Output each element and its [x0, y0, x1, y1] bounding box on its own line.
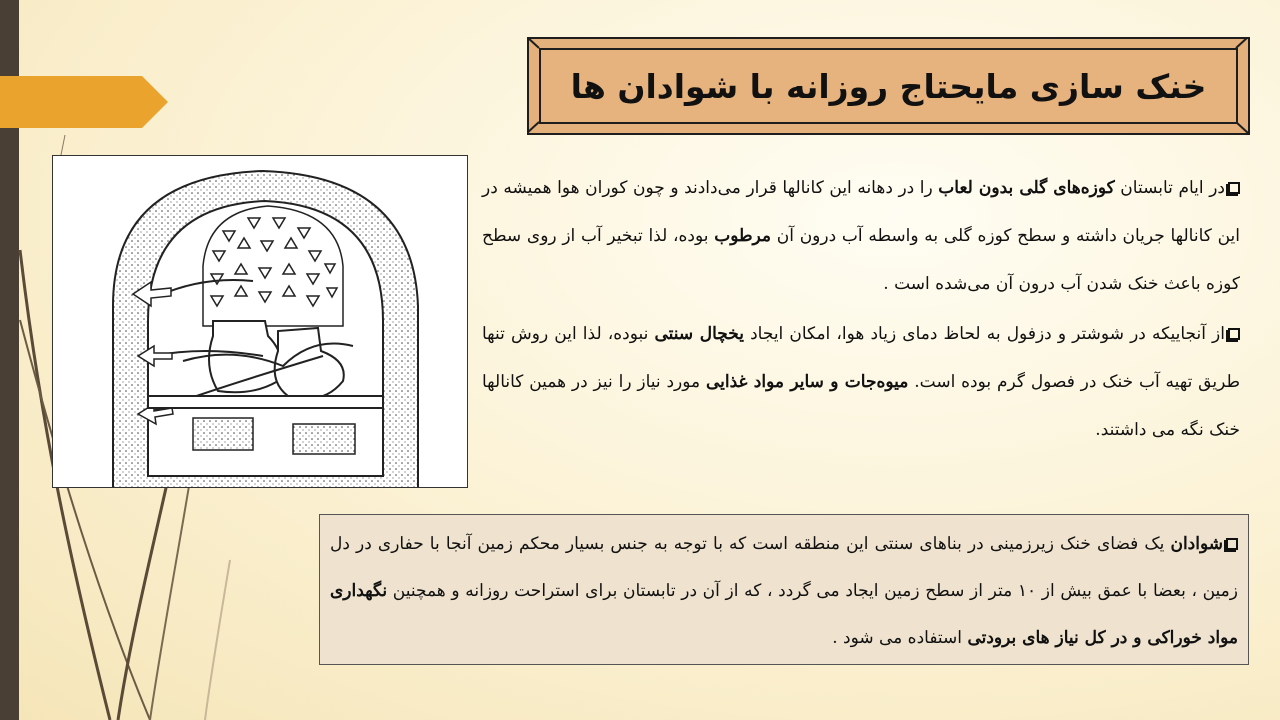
text-span: را در دهانه این کانالها قرار می‌دادند و چون کوران هوا همیشه در این کانالها جریان داشته و سطح کوزه گلی به واسطه آب درون آن [482, 178, 1240, 246]
bold-span: مرطوب [714, 226, 772, 246]
bold-span: میوه‌جات و سایر مواد غذایی [706, 372, 909, 392]
text-span: بوده، لذا تبخیر آب از روی سطح کوزه باعث خنک شدن آب درون آن می‌شده است . [482, 226, 1240, 294]
checkbox-bullet-icon [1228, 182, 1240, 194]
bold-span: یخچال سنتی [654, 324, 744, 344]
bold-span: نگهداری مواد خوراکی و در کل نیاز های برودتی [330, 581, 1238, 648]
illustration-box [52, 155, 468, 488]
checkbox-bullet-icon [1226, 538, 1238, 550]
text-span: در ایام تابستان [1114, 178, 1225, 198]
text-span: یک فضای خنک زیرزمینی در بناهای سنتی این منطقه است که با توجه به جنس بسیار محکم زمین آنجا با حفاری در دل زمین ، بعضا با عمق بیش از ۱۰ متر از سطح زمین ایجاد می گردد ، که از آن در تابستان برای استراحت روزانه و همچنین [330, 534, 1238, 601]
description-paragraphs [482, 164, 1240, 456]
text-span: مورد نیاز را نیز در همین کانالها خنک نگه می داشتند. [482, 372, 1240, 440]
title-inner-panel [539, 48, 1238, 124]
shavadan-definition-box [319, 514, 1249, 665]
paragraph-shavadan [330, 521, 1238, 662]
page-title: خنک سازی مایحتاج روزانه با شوادان ها [570, 66, 1207, 106]
text-span: از آنجاییکه در شوشتر و دزفول به لحاظ دمای زیاد هوا، امکان ایجاد [743, 324, 1225, 344]
clay-jars-niche-illustration [53, 156, 467, 487]
paragraph-clay-jars [482, 164, 1240, 308]
title-banner [527, 37, 1250, 135]
text-span: نبوده، لذا این روش تنها طریق تهیه آب خنک در فصول گرم بوده است. [482, 324, 1241, 392]
paragraph-no-refrigerator [482, 310, 1240, 454]
checkbox-bullet-icon [1228, 328, 1240, 340]
bold-span: شوادان [1170, 534, 1223, 554]
text-span: استفاده می شود . [832, 628, 968, 648]
bold-span: کوزه‌های گلی بدون لعاب [938, 178, 1115, 198]
